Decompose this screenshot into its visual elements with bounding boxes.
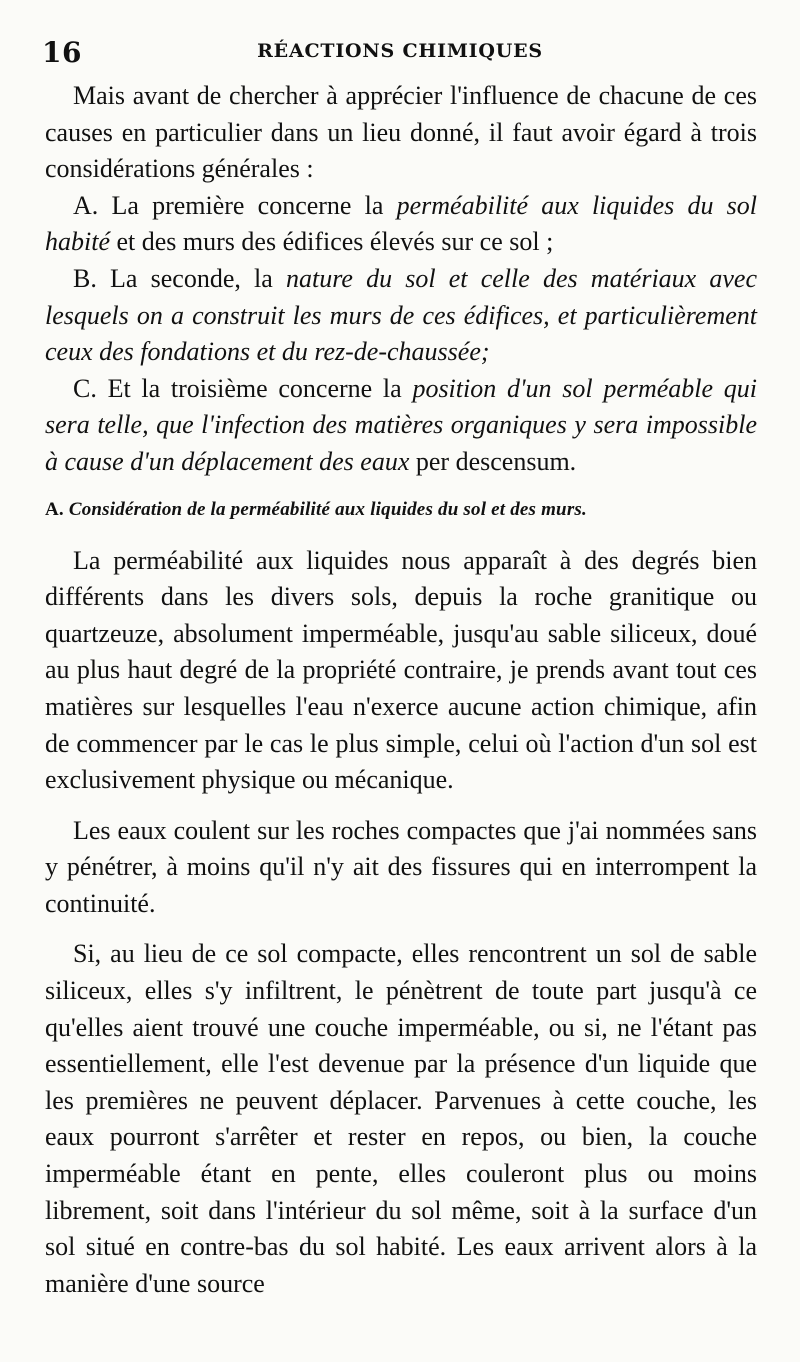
section-paragraph-3: Si, au lieu de ce sol compacte, elles rencontrent un sol de sable siliceux, elles s'y infiltrent, le pénètrent de toute part jusqu'à ce qu'elles aient trouvé une couche imperméable, ou si, ne l'étant pas essentiellement, elle l'est devenue par la présence d'un liquide que les premières ne peuvent déplacer. Parvenues à cette couche, les eaux pourront s'arrêter et rester en repos, ou bien, la couche imperméable étant en pente, elles couleront plus ou moins librement, soit dans l'intérieur du sol même, soit à la surface d'un sol situé en contre-bas du sol habité. Les eaux arrivent alors à la manière d'une source xyxy=(45,939,757,1298)
section-paragraph-1: La perméabilité aux liquides nous apparaît à des degrés bien différents dans les divers sols, depuis la roche granitique ou quartzeuze, absolument imperméable, jusqu'au sable siliceux, doué au plus haut degré de la propriété contraire, je prends avant tout ces matières sur lesquelles l'eau n'exerce aucune action chimique, afin de commencer par le cas le plus simple, celui où l'action d'un sol est exclusivement physique ou mécanique. xyxy=(45,545,757,795)
consideration-c-paragraph xyxy=(45,371,757,481)
running-head: RÉACTIONS CHIMIQUES xyxy=(257,40,543,62)
consideration-a-rest: et des murs des édifices élevés sur ce sol ; xyxy=(110,227,554,257)
body-text xyxy=(45,78,757,1302)
section-paragraph-2: Les eaux coulent sur les roches compactes que j'ai nommées sans y pénétrer, à moins qu'il n'y ait des fissures qui en interrompent la continuité. xyxy=(45,815,757,918)
consideration-b-emphasis: nature du sol et celle des matériaux avec lesquels on a construit les murs de ces édifices, et particulièrement ceux des fondations et du rez-de-chaussée; xyxy=(45,263,758,367)
section-heading-title: Considération de la perméabilité aux liquides du sol et des murs. xyxy=(68,498,587,520)
section-heading-label: A. xyxy=(45,498,64,520)
consideration-b-paragraph xyxy=(45,261,757,371)
consideration-a-paragraph xyxy=(45,188,757,261)
consideration-c-label: C. Et la troisième concerne la xyxy=(73,373,413,403)
section-heading xyxy=(45,495,757,525)
consideration-a-emphasis: perméabilité aux liquides du sol habité xyxy=(45,190,758,257)
page-number: 16 xyxy=(42,36,82,69)
consideration-c-emphasis: position d'un sol perméable qui sera telle, que l'infection des matières organiques y sera impossible à cause d'un déplacement des eaux xyxy=(45,373,758,476)
page-header xyxy=(40,30,760,70)
intro-paragraph: Mais avant de chercher à apprécier l'influence de chacune de ces causes en particulier dans un lieu donné, il faut avoir égard à trois considérations générales : xyxy=(45,81,757,184)
consideration-c-rest: per descensum. xyxy=(409,446,577,476)
consideration-b-label: B. La seconde, la xyxy=(73,263,286,293)
consideration-a-label: A. La première concerne la xyxy=(73,190,397,220)
